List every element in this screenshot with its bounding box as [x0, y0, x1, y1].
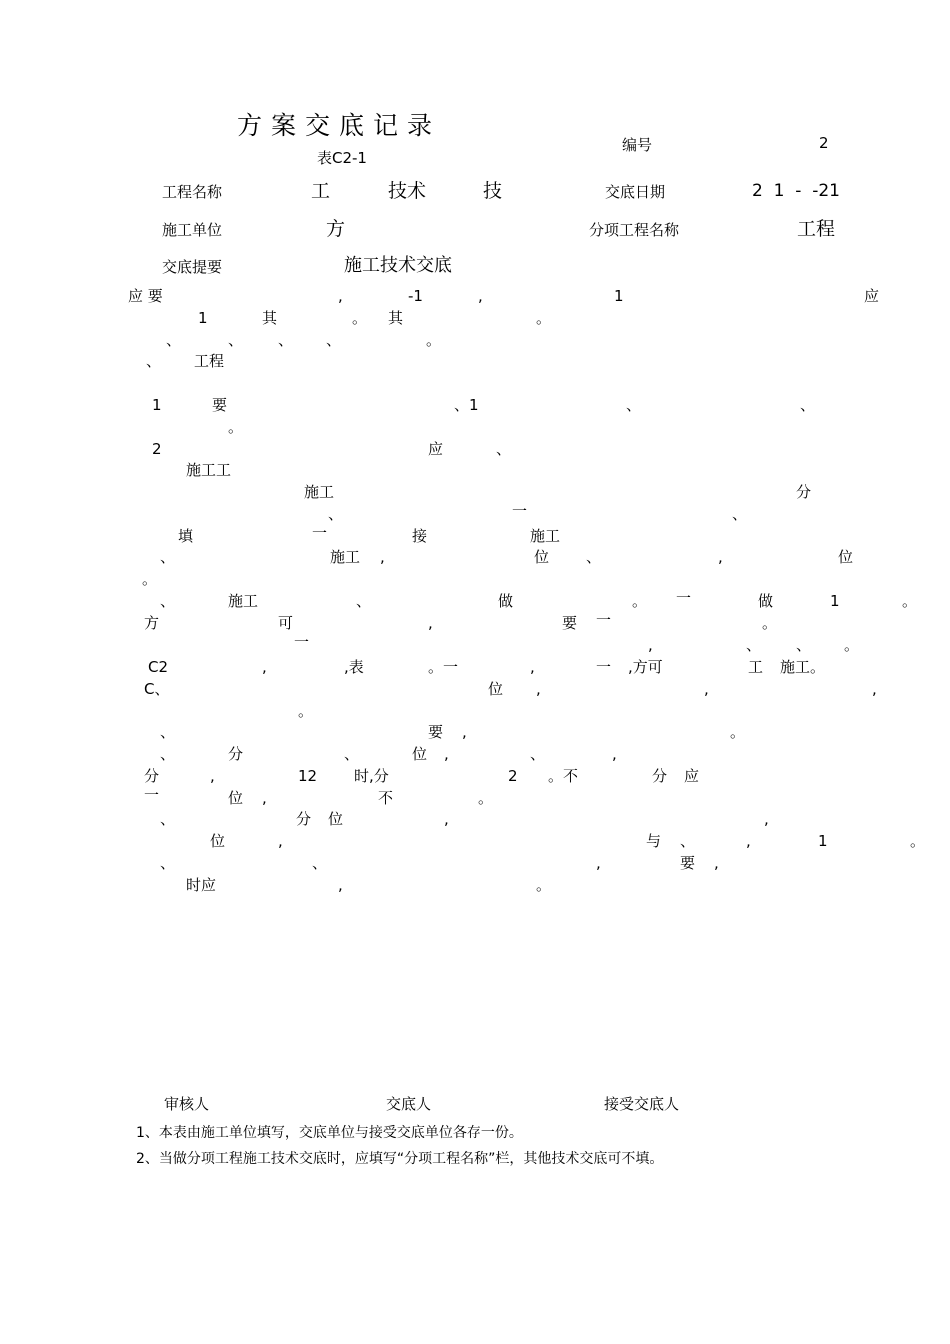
body-fragment: , — [262, 658, 267, 676]
body-fragment: 。 — [730, 723, 746, 741]
receiver-label: 接受交底人 — [604, 1095, 680, 1113]
project-name-value-3: 技 — [483, 180, 503, 202]
body-fragment: 、 — [326, 331, 342, 349]
body-fragment: 分 — [796, 483, 812, 501]
body-fragment: 一 — [144, 786, 160, 804]
body-fragment: 接 — [412, 527, 428, 545]
body-fragment: 、 — [732, 505, 748, 523]
body-fragment: 、 — [312, 854, 328, 872]
body-fragment: , — [714, 854, 719, 872]
body-fragment: 应 — [864, 287, 880, 305]
body-fragment: 不 — [378, 789, 394, 807]
body-fragment: , — [338, 287, 343, 305]
body-fragment: 、 — [160, 548, 176, 566]
body-fragment: 、 — [626, 396, 642, 414]
body-fragment: 、 — [160, 723, 176, 741]
body-fragment: 。 — [536, 876, 552, 894]
body-fragment: 、 — [166, 331, 182, 349]
body-fragment: ,方可 — [628, 658, 663, 676]
body-fragment: , — [444, 810, 449, 828]
body-fragment: 。 — [632, 592, 648, 610]
body-fragment: 、 — [586, 548, 602, 566]
body-fragment: 施工。 — [780, 658, 826, 676]
reviewer-label: 审核人 — [164, 1095, 210, 1113]
body-fragment: 其 — [262, 309, 278, 327]
body-fragment: 1 — [198, 309, 208, 327]
body-fragment: 、 — [680, 832, 696, 850]
summary-value: 施工技术交底 — [344, 255, 452, 276]
discloser-label: 交底人 — [386, 1095, 432, 1113]
body-fragment: 。 — [352, 309, 368, 327]
body-fragment: 、 — [496, 440, 512, 458]
body-fragment: , — [764, 810, 769, 828]
body-fragment: 一 — [676, 589, 692, 607]
body-fragment: , — [746, 832, 751, 850]
body-fragment: 施工 — [330, 548, 361, 566]
body-fragment: 、 — [530, 745, 546, 763]
body-fragment: 分 — [144, 767, 160, 785]
body-fragment: , — [704, 680, 709, 698]
body-fragment: 。 — [902, 592, 918, 610]
note-2: 2、当做分项工程施工技术交底时，应填写“分项工程名称”栏，其他技术交底可不填。 — [136, 1151, 664, 1167]
body-fragment: , — [444, 745, 449, 763]
body-fragment: , — [262, 789, 267, 807]
body-fragment: 其 — [388, 309, 404, 327]
body-fragment: 。 — [426, 331, 442, 349]
body-fragment: , — [872, 680, 877, 698]
document-title: 方案交底记录 — [237, 111, 442, 140]
body-fragment: 分 — [652, 767, 668, 785]
body-fragment: , — [428, 614, 433, 632]
body-fragment: 填 — [178, 527, 194, 545]
body-fragment: , — [210, 767, 215, 785]
body-fragment: 一 — [312, 524, 328, 542]
body-fragment: 做 — [498, 592, 514, 610]
body-fragment: , — [612, 745, 617, 763]
body-fragment: 位 — [838, 548, 854, 566]
date-label: 交底日期 — [605, 183, 666, 201]
body-fragment: , — [380, 548, 385, 566]
body-fragment: 位 — [328, 810, 344, 828]
body-fragment: , — [478, 287, 483, 305]
body-fragment: 要 — [562, 614, 578, 632]
summary-label: 交底提要 — [162, 258, 223, 276]
body-fragment: , — [278, 832, 283, 850]
body-fragment: 时应 — [186, 876, 217, 894]
body-fragment: 1 — [614, 287, 624, 305]
body-fragment: , — [338, 876, 343, 894]
body-fragment: 2 — [152, 440, 162, 458]
body-fragment: 做 — [758, 592, 774, 610]
note-1: 1、本表由施工单位填写，交底单位与接受交底单位各存一份。 — [136, 1125, 523, 1141]
body-fragment: 要 — [212, 396, 228, 414]
body-fragment: 一 — [294, 633, 310, 651]
body-fragment: 、 — [160, 810, 176, 828]
unit-value: 方 — [326, 218, 346, 240]
body-fragment: , — [530, 658, 535, 676]
body-fragment: 、 — [796, 636, 812, 654]
body-fragment: ,表 — [344, 658, 364, 676]
body-fragment: 可 — [278, 614, 294, 632]
project-name-value-1: 工 — [311, 180, 331, 202]
form-code: 表C2-1 — [317, 149, 367, 167]
body-fragment: C、 — [144, 680, 170, 698]
body-fragment: 。 — [298, 702, 314, 720]
subproject-label: 分项工程名称 — [589, 221, 680, 239]
project-name-label: 工程名称 — [162, 183, 223, 201]
body-fragment: 与 — [646, 832, 662, 850]
body-fragment: 工程 — [194, 352, 225, 370]
body-fragment: 、 — [160, 592, 176, 610]
body-fragment: 施工工 — [186, 461, 232, 479]
body-fragment: 1 — [830, 592, 840, 610]
body-fragment: 、 — [228, 331, 244, 349]
body-fragment: 要 — [428, 723, 444, 741]
body-fragment: 。不 — [548, 767, 579, 785]
body-fragment: 。一 — [428, 658, 459, 676]
body-fragment: 、 — [746, 636, 762, 654]
body-fragment: C2 — [148, 658, 169, 676]
body-fragment: 2 — [508, 767, 518, 785]
body-fragment: 、 — [800, 396, 816, 414]
project-name-value-2: 技术 — [388, 180, 427, 202]
body-fragment: 一 — [596, 658, 612, 676]
body-fragment: 分 — [296, 810, 312, 828]
body-fragment: 、 — [160, 745, 176, 763]
body-fragment: , — [648, 636, 653, 654]
body-fragment: 分 — [228, 745, 244, 763]
body-fragment: 施工 — [530, 527, 561, 545]
body-fragment: 位 — [210, 832, 226, 850]
body-fragment: 。 — [478, 789, 494, 807]
body-fragment: 、 — [146, 352, 162, 370]
body-fragment: 施工 — [304, 483, 335, 501]
body-fragment: , — [536, 680, 541, 698]
body-fragment: 应 — [428, 440, 444, 458]
body-fragment: 、 — [160, 854, 176, 872]
subproject-value: 工程 — [797, 218, 836, 240]
body-fragment: , — [718, 548, 723, 566]
body-fragment: 方 — [144, 614, 160, 632]
unit-label: 施工单位 — [162, 221, 223, 239]
body-fragment: 。 — [844, 636, 860, 654]
body-fragment: 位 — [412, 745, 428, 763]
body-fragment: 。 — [762, 614, 778, 632]
body-fragment: 应 — [684, 767, 700, 785]
body-fragment: 、 — [328, 505, 344, 523]
serial-label: 编号 — [622, 136, 653, 154]
body-fragment: 、 — [344, 745, 360, 763]
body-fragment: 位 — [228, 789, 244, 807]
body-fragment: 位 — [488, 680, 504, 698]
body-fragment: 工 — [748, 658, 764, 676]
body-fragment: 、 — [356, 592, 372, 610]
body-fragment: , — [462, 723, 467, 741]
date-value: 2 1 - -21 — [752, 181, 840, 201]
body-fragment: 要 — [680, 854, 696, 872]
body-fragment: 。 — [910, 832, 926, 850]
serial-value: 2 — [819, 134, 829, 152]
body-fragment: 12 — [298, 767, 318, 785]
body-fragment: 1 — [818, 832, 828, 850]
body-fragment: 、 — [278, 331, 294, 349]
body-fragment: 。 — [536, 309, 552, 327]
body-fragment: 。 — [142, 570, 158, 588]
body-fragment: 1 — [152, 396, 162, 414]
body-fragment: 施工 — [228, 592, 259, 610]
body-fragment: -1 — [408, 287, 423, 305]
body-fragment: 时,分 — [354, 767, 389, 785]
body-fragment: , — [596, 854, 601, 872]
body-fragment: 一 — [596, 611, 612, 629]
body-fragment: 位 — [534, 548, 550, 566]
body-fragment: 、1 — [454, 396, 479, 414]
body-fragment: 应 要 — [128, 287, 163, 305]
body-fragment: 一 — [512, 502, 528, 520]
body-fragment: 。 — [228, 418, 244, 436]
